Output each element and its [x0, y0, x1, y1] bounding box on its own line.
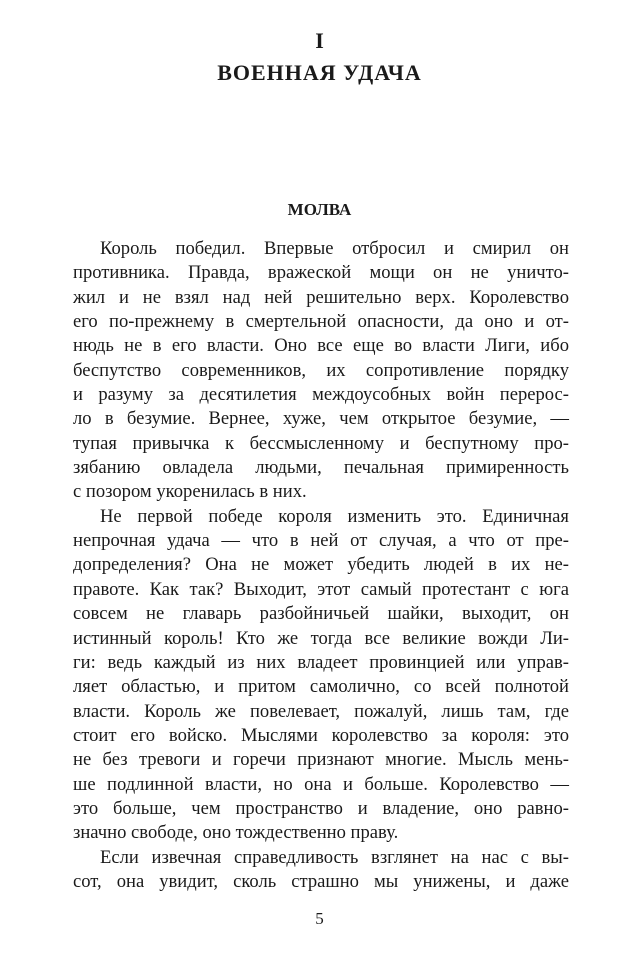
text-line: противника. Правда, вражеской мощи он не уничто- [73, 262, 569, 284]
text-line: непрочная удача — что в ней от случая, а что от пре- [73, 530, 569, 552]
text-line: сот, она увидит, сколь страшно мы унижены, и даже [73, 870, 569, 892]
text-line: стоит его войско. Мыслями королевство за короля: это [73, 724, 569, 746]
text-line: жил и не взял над ней решительно верх. Королевство [73, 286, 569, 308]
text-line: Не первой победе короля изменить это. Единичная [100, 505, 569, 527]
body-text [73, 237, 569, 894]
text-line: зябанию овладела людьми, печальная примиренность [73, 457, 569, 479]
text-line: с позором укоренилась в них. [73, 481, 307, 503]
text-line: ло в безумие. Вернее, хуже, чем открытое безумие, — [73, 408, 569, 430]
text-line: нюдь не в его власти. Оно все еще во власти Лиги, ибо [73, 335, 569, 357]
text-line: Король победил. Впервые отбросил и смирил он [100, 238, 569, 259]
text-line: не без тревоги и горечи признают многие. Мысль мень- [73, 749, 569, 771]
text-line: ше подлинной власти, но она и больше. Королевство — [73, 773, 569, 795]
text-line: Если извечная справедливость взглянет на нас с вы- [100, 846, 569, 868]
text-line: совсем не главарь разбойничьей шайки, выходит, он [73, 603, 569, 625]
page-number: 5 [315, 909, 324, 928]
section-title: МОЛВА [287, 200, 352, 219]
text-line: истинный король! Кто же тогда все великие вожди Ли- [73, 627, 569, 649]
text-line: правоте. Как так? Выходит, этот самый протестант с юга [73, 578, 569, 600]
text-line: допределения? Она не может убедить людей в их не- [73, 554, 569, 576]
text-line: и разуму за десятилетия междоусобных войн перерос- [73, 384, 569, 406]
text-line: власти. Король же повелевает, пожалуй, лишь там, где [73, 700, 569, 722]
chapter-title: ВОЕННАЯ УДАЧА [217, 60, 422, 85]
text-line: ги: ведь каждый из них владеет провинцией или управ- [73, 651, 569, 673]
text-line: ляет областью, и притом самолично, со всей полнотой [73, 676, 569, 698]
text-line: это больше, чем пространство и владение, оно равно- [73, 797, 569, 819]
text-line: беспутство современников, их сопротивление порядку [73, 359, 569, 381]
text-line: тупая привычка к бессмысленному и беспутному про- [73, 432, 569, 454]
chapter-number: I [315, 28, 324, 53]
text-line: значно свободе, оно тождественно праву. [73, 822, 399, 844]
text-line: его по-прежнему в смертельной опасности, да оно и от- [73, 311, 569, 333]
